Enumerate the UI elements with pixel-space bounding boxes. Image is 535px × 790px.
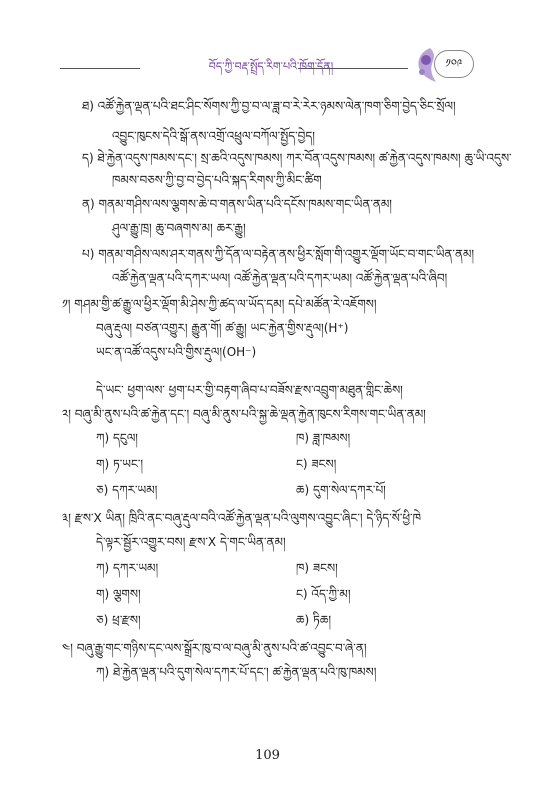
text-line: ཁམས་བཅས་ཀྱི་བྱ་བ་བྱེད་པའི་སྐད་རིགས་ཀྱི་མིང་ཚིག bbox=[112, 173, 322, 187]
option-item: ཅ) ཕྲ་རྫས། bbox=[96, 613, 141, 627]
text-line: པ) གནམ་གཤིས་ལས་ཤར་གནས་ཀྱི་དོན་ལ་བརྟེན་ནས་ཕྱིར་སློག་གི་འགྱུར་ལྡོག་ཡོང་བ་གང་ཡིན་ནམ། bbox=[82, 247, 475, 261]
option-item: ང) ཟངས། bbox=[296, 457, 337, 471]
header-rule-right bbox=[298, 68, 408, 69]
text-line: ཤུལ་རྒྱུ་ཁྲ། ཆུ་བཞགས་མ། ཆར་རྒྱུ། bbox=[112, 221, 246, 235]
page-header bbox=[0, 40, 535, 90]
page-badge-number: ༡༠༩ bbox=[434, 50, 474, 78]
text-line: དེ་ཡང་ ཕྱག་ལས་ ཕྱག་པར་གྱི་བརྟག་ཞིབ་པ་བཟོས་རྫས་འབྲུག་མཐུན་གླིང་ཆེས། bbox=[96, 383, 403, 397]
header-title: བོད་ཀྱི་བརྡ་སྤྲོད་རིག་པའི་ཁོག་དོན། bbox=[208, 60, 334, 73]
text-line: ཀ) ཐེ་རྐྱེན་ལྡན་པའི་དུག་སེལ་དཀར་པོ་དང་། ཚ་རྐྱེན་ལྡན་པའི་ཁུ་ཁམས། bbox=[96, 665, 377, 679]
option-item: ཁ) ཟླ་ཁམས། bbox=[296, 431, 351, 445]
text-line: ན) གནམ་གཤིས་ལས་ལྕགས་ཆེ་བ་གནས་ཡིན་པའི་དངོས་ཁམས་གང་ཡིན་ནམ། bbox=[82, 197, 392, 211]
page-number: 109 bbox=[255, 748, 280, 763]
option-item: ག) ལྕགས། bbox=[96, 587, 141, 601]
text-line: ཡང་ན་འཚོ་འདུས་པའི་གྱིས་རྡུལ།(OH⁻) bbox=[96, 345, 257, 359]
text-line: དེ་ལྟར་སྦྱོར་འགྱུར་བས། རྫས་X དེ་གང་ཡིན་ནམ། bbox=[96, 535, 286, 549]
option-item: ཀ) དཀར་ཡམ། bbox=[96, 561, 159, 575]
text-line: ༡། གཤམ་གྱི་ཚ་རྒྱུ་ལ་ཕྱིར་ལྡོག་མི་ཤེས་ཀྱི་ཚད་ལ་ཡོད་དམ། དཔེ་མཚོན་རེ་འཇོགས། bbox=[62, 297, 377, 311]
option-item: ག) ཏ་ཡང་། bbox=[96, 457, 144, 471]
text-line: བཞུ་རྡུལ། བཙན་འགྱུར། རྒྱུན་གོ། ཚ་རྒྱུ། ཡང་རྐྱེན་གྱིས་རྡུལ།(H⁺) bbox=[96, 321, 349, 335]
text-line: ད) ཐེ་རྐྱེན་འདུས་ཁམས་དང་། སྲ་ཆའི་འདུས་ཁམས། ཀར་བོན་འདུས་ཁམས། ཚ་རྐྱེན་འདུས་ཁམས། ཆུ་ཡི་འདུས་ bbox=[82, 151, 512, 165]
option-item: ཆ) ཏིཆ། bbox=[296, 613, 332, 627]
header-rule-left bbox=[60, 68, 140, 69]
text-line: ༣། རྫས་X ཡིན། ཁྲིའི་ནང་བཞུ་རྡུལ་བའི་འཚོ་རྐྱེན་ལྡན་པའི་ལུགས་འབྱུང་ཞིང་། དེ་ཉིད་སོ་ཕྱི་ཁེ bbox=[62, 511, 421, 525]
text-line: འཚོ་རྐྱེན་ལྡན་པའི་དཀར་ཡལ། འཚོ་རྐྱེན་ལྡན་པའི་དཀར་ཡམ། འཚོ་རྐྱེན་ལྡན་པའི་ཞིབ། bbox=[112, 271, 448, 285]
option-item: ཁ) ཟངས། bbox=[296, 561, 338, 575]
option-item: ཀ) དངུལ། bbox=[96, 431, 138, 445]
option-item: ཅ) དཀར་ཡམ། bbox=[96, 483, 158, 497]
option-item: ཆ) དུག་སེལ་དཀར་པོ། bbox=[296, 483, 386, 497]
text-line: ༤། བཞུ་རྒྱུ་གང་གཉིས་དང་ལས་སྒྲོར་ཁུ་བ་ལ་བཞུ་མི་ནུས་པའི་ཚ་འབྱུང་བ་ཞེ་ན། bbox=[62, 641, 367, 655]
option-item: ང) འོད་ཀྱི་མ། bbox=[296, 587, 351, 601]
page-badge bbox=[410, 46, 474, 84]
text-line: ༢། བཞུ་མི་ནུས་པའི་ཚ་རྐྱེན་དང་། བཞུ་མི་ནུས་པའི་སྐྱ་ཆེ་ལྡན་རྐྱེན་ཁུངས་རིགས་གང་ཡིན་ནམ། bbox=[62, 407, 426, 421]
text-line: འབྱུང་ཁུངས་དེའི་སྒོ་ནས་འགྲོ་འཕྲུལ་བཀོལ་སྤྱོད་བྱེད། bbox=[112, 129, 315, 143]
text-line: ཐ) འཚོ་རྐྱེན་ལྡན་པའི་ཐང་ཤིང་སོགས་ཀྱི་བྱ་བ་ལ་ཟླ་བ་རེ་རེར་ཉམས་ལེན་ཁག་ཅིག་བྱེད་ཅིང་སྲོལ། bbox=[82, 99, 456, 113]
